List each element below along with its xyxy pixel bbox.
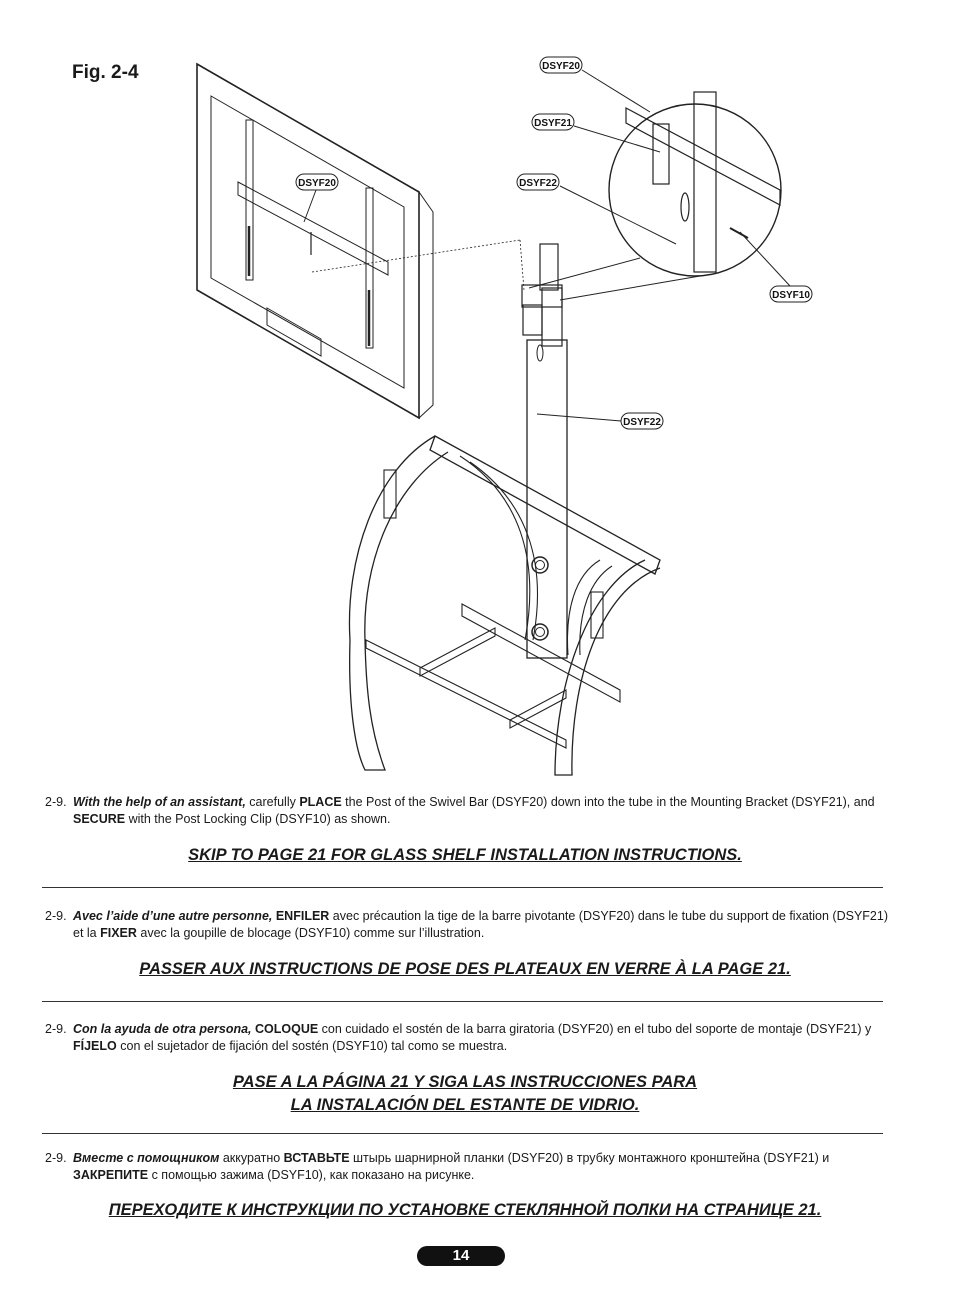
step-english bbox=[45, 794, 895, 828]
callout-text-dsyf22-post: DSYF22 bbox=[623, 417, 661, 428]
step-spanish bbox=[45, 1021, 895, 1055]
step-russian bbox=[45, 1150, 895, 1184]
step-lead-italic: Avec l’aide d’une autre personne, bbox=[73, 909, 273, 923]
step-number: 2-9. bbox=[45, 795, 67, 809]
step-keyword: COLOQUE bbox=[251, 1022, 319, 1036]
stand-base-drawing bbox=[349, 436, 660, 775]
tv-panel-drawing bbox=[197, 64, 524, 418]
page-number: 14 bbox=[417, 1246, 505, 1266]
step-lead-italic: Con la ayuda de otra persona, bbox=[73, 1022, 252, 1036]
figure-label: Fig. 2-4 bbox=[72, 62, 139, 83]
step-text: avec la goupille de blocage (DSYF10) comme sur l’illustration. bbox=[136, 926, 485, 940]
step-keyword: SECURE bbox=[73, 812, 126, 826]
step-text: con cuidado el sostén de la barra giratoria (DSYF20) en el tubo del soporte de montaje (DSYF21) y bbox=[318, 1022, 872, 1036]
spanish-headline bbox=[40, 1071, 890, 1117]
step-keyword: ЗАКРЕПИТЕ bbox=[73, 1168, 149, 1182]
callout-text-dsyf21: DSYF21 bbox=[534, 118, 572, 129]
english-headline: SKIP TO PAGE 21 FOR GLASS SHELF INSTALLATION INSTRUCTIONS. bbox=[188, 846, 742, 864]
step-text: штырь шарнирной планки (DSYF20) в трубку монтажного кронштейна (DSYF21) и bbox=[349, 1151, 830, 1165]
callout-dsyf21 bbox=[532, 114, 660, 152]
step-keyword: FIXER bbox=[100, 926, 137, 940]
step-french bbox=[45, 908, 895, 942]
callout-text-dsyf20-tv: DSYF20 bbox=[298, 178, 336, 189]
step-text: avec précaution la tige de la barre pivotante (DSYF20) dans le tube du support de fixation (DSYF21) et la bbox=[73, 909, 888, 940]
step-text: аккуратно bbox=[219, 1151, 284, 1165]
callout-dsyf20-top bbox=[540, 57, 650, 112]
step-keyword: FÍJELO bbox=[73, 1039, 117, 1053]
step-lead-italic: With the help of an assistant, bbox=[73, 795, 246, 809]
step-number: 2-9. bbox=[45, 909, 67, 923]
callout-text-dsyf10: DSYF10 bbox=[772, 290, 810, 301]
divider bbox=[42, 1001, 883, 1002]
step-keyword: PLACE bbox=[299, 795, 342, 809]
step-number: 2-9. bbox=[45, 1151, 67, 1165]
russian-headline: ПЕРЕХОДИТЕ К ИНСТРУКЦИИ ПО УСТАНОВКЕ СТЕКЛЯННОЙ ПОЛКИ НА СТРАНИЦЕ 21. bbox=[108, 1201, 822, 1219]
step-lead-italic: Вместе с помощником bbox=[73, 1151, 220, 1165]
step-text: con el sujetador de fijación del sostén (DSYF10) tal como se muestra. bbox=[116, 1039, 508, 1053]
callout-text-dsyf20: DSYF20 bbox=[542, 61, 580, 72]
step-text: carefully bbox=[245, 795, 300, 809]
callout-dsyf22-post bbox=[537, 413, 663, 429]
spanish-headline-line1: PASE A LA PÁGINA 21 Y SIGA LAS INSTRUCCIONES PARA bbox=[232, 1073, 698, 1091]
step-keyword: ВСТАВЬТЕ bbox=[283, 1151, 350, 1165]
french-headline: PASSER AUX INSTRUCTIONS DE POSE DES PLATEAUX EN VERRE À LA PAGE 21. bbox=[139, 960, 791, 978]
step-text: with the Post Locking Clip (DSYF10) as shown. bbox=[125, 812, 391, 826]
step-keyword: ENFILER bbox=[272, 909, 330, 923]
divider bbox=[42, 1133, 883, 1134]
callout-dsyf10 bbox=[740, 232, 812, 302]
step-text: the Post of the Swivel Bar (DSYF20) down into the tube in the Mounting Bracket (DSYF21), and bbox=[341, 795, 875, 809]
divider bbox=[42, 887, 883, 888]
callout-dsyf20-tv bbox=[296, 174, 338, 222]
spanish-headline-line2: LA INSTALACIÓN DEL ESTANTE DE VIDRIO. bbox=[290, 1096, 640, 1114]
stand-post-drawing bbox=[522, 244, 567, 658]
callout-text-dsyf22: DSYF22 bbox=[519, 178, 557, 189]
step-text: с помощью зажима (DSYF10), как показано на рисунке. bbox=[148, 1168, 475, 1182]
callout-dsyf22-detail bbox=[517, 174, 676, 244]
step-number: 2-9. bbox=[45, 1022, 67, 1036]
